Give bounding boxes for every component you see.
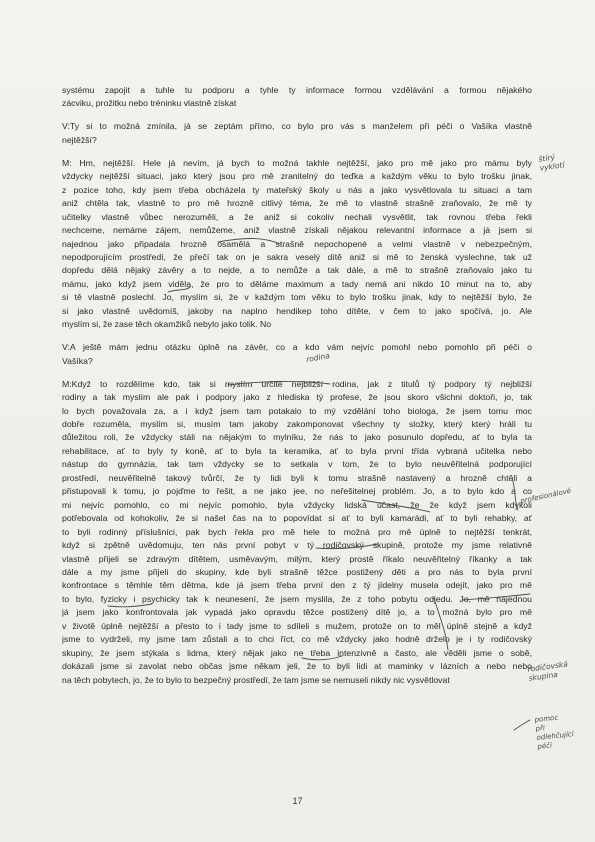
margin-note-5: pomoc při odlehčující péči (534, 713, 575, 751)
document-body (62, 84, 532, 697)
text-line: najednou jako připadala hrozně osamělá a strašně nepochopené a velmi vlastně v nebezpečným, (62, 238, 532, 249)
text-line: si jako vlastně uvědomíš, jakoby na naplno hendikep toho dítěte, v čem to jako spočívá, jo. Ale (62, 305, 532, 316)
intro-paragraph (62, 84, 532, 111)
margin-note-1: štírý vyklotí (537, 152, 566, 173)
text-line: nejtěžší? (62, 134, 97, 145)
text-line: na těch pobytech, jo, že to bylo to bezpečný prostředí, že tam jsme se nemuseli nikdy nic vysvětlovat (62, 674, 450, 685)
text-line: mámu, jako když jsem viděla, že pro to děláme maximum a tady nemá ani nikdo 10 minut na to, aby (62, 278, 532, 289)
question-2 (62, 341, 532, 368)
text-line: když si zpětně uvědomuju, ten nás první pobyt v tý rodičovský skupině, protože my jsme relativně (62, 540, 532, 551)
text-line: přistupovali k tomu, jo pojďme to řešit, a ne jako jee, no neřešitelnej problém. Jo, a to bylo kdo a co (62, 486, 532, 497)
text-line: dále a my jsme přijeli do skupiny, kde byli strašně těžce postižený děti a pro nás to byla první (62, 566, 532, 577)
text-line: potřebovala od kohokoliv, že si našel čas na to popovídat si ať to byli kamarádi, ať to byli rehabky, ať (62, 513, 532, 524)
text-line: nechceme, nemáme zájem, nemůžeme, aniž vlastně získali nějakou relevantní informace a já jsem si (62, 225, 532, 236)
text-line: mi nejvíc pomohlo, co mi nejvíc pomohlo, byla vždycky lidská účast, že že když jsem kdykoli (62, 499, 532, 510)
text-line: skupiny, že jsem stýkala s lidma, který nějak jako ne třeba intenzivně a často, ale věděli jsme o sobě, (62, 647, 532, 658)
text-line: důležitou roli, že vždycky stáli na nějakým to mylníku, že nás to jako posunulo dopředu, ať to byla ta (62, 432, 532, 443)
answer-2 (62, 378, 532, 687)
text-line: dopředu dělá nějaký závěry a to nejde, a to nemůže a tak dále, a mě to strašně zraňovalo jako tu (62, 265, 532, 276)
text-line: z pozice toho, kdy jsem třeba obcházela ty mateřský školy u nás a jako vysvětlovala tu situaci a tam (62, 184, 532, 195)
text-line: si tě vlastně poslechl. Jo, myslím si, že v každým tom věku to bylo trošku jinak, kdy to nejtěžší bylo, že (62, 292, 532, 303)
page-number: 17 (292, 796, 303, 806)
text-line: vlastně přijeli se zdravým dítětem, usměvavým, milým, který prostě říkalo neuvěřitelný říkanky a tak (62, 553, 532, 564)
text-line: rodiny a tak myslím ale pak i podpory jako z hlediska tý profese, že jsou skoro všichni doktoři, jo, tak (62, 392, 532, 403)
text-line: myslím si, že zase těch okamžiků nebylo jako tolik. No (62, 319, 272, 330)
text-line: M: Hm, nejtěžší. Hele já nevím, já bych to možná takhle nejtěžší, jako pro mě jako pro mámu byly (62, 157, 532, 168)
text-line: prostředí, neuvěřitelně takový tvůrčí, že ty lidi byli k tomu strašně nastavený a hrozně chtěli a (62, 472, 532, 483)
text-line: učitelky vlastně vůbec nerozuměli, a že aniž si cokoliv nechali vysvětlit, tak rovnou třeba řekli (62, 211, 532, 222)
text-line: lo bych považovala za, a i když jsem tam potakalo to mý vzdělání toho biologa, že jsem tomu moc (62, 405, 532, 416)
text-line: V:Ty si to možná zmínila, já se zeptám přímo, co bylo pro vás s manželem při péči o Vašíka vlastně (62, 121, 532, 132)
text-line: V:A ještě mám jednu otázku úplně na závěr, co a kdo vám nejvíc pomohl nebo pomohlo při péči o (62, 342, 532, 353)
text-line: vždycky nejtěžší situaci, jako který jsou pro mě zranitelný do teďka a každým věku to bylo trošku jinak, (62, 171, 532, 182)
text-line: zácviku, prožitku nebo tréninku vlastně získat (62, 98, 237, 109)
text-line: to byli rodinný příslušníci, pak bych řekla pro mě hele to možná pro mě úplně to nejtěžší tenkrát, (62, 526, 532, 537)
text-line: to bylo, fyzicky i psychicky tak k neunesení, že jsem myslila, že z toho pobytu odjedu. Jo, mě najednou (62, 593, 532, 604)
text-line: M:Když to rozdělíme kdo, tak si myslím určitě nejbližší rodina, jak z titulů tý podpory tý nejbližší (62, 378, 532, 389)
text-line: aniž chtěla tak, vlastně to pro mě hrozně citlivý téma, že mě to vlastně strašně zraňovalo, že mě ty (62, 198, 532, 209)
margin-note-3: profesionálové (519, 486, 572, 506)
text-line: v životě úplně nejtěžší a přesto to i tady jsme to sdíleli s mužem, protože on to měl úplně stejně a když (62, 620, 532, 631)
text-line: jsme to vydrželi, my jsme tam zůstali a to chci říct, co mě vždycky jako hodně drželo je i ty rodičovský (62, 634, 532, 645)
text-line: Vašíka? (62, 355, 93, 366)
answer-1 (62, 157, 532, 332)
text-line: rehabilitace, ať to byly ty koně, ať to byla ta keramika, ať to byla první třída vybraná učitelka nebo (62, 445, 532, 456)
text-line: dobře rozuměla, myslím si, musím tam jakoby zakomponovat všechny ty složky, který který hráli tu (62, 418, 532, 429)
margin-note-4: rodičovská skupina (526, 659, 569, 683)
text-line: nástup do gymnázia, tak tam vždycky se to setkala v tom, že to bylo neuvěřitelná podporující (62, 459, 532, 470)
question-1 (62, 120, 532, 147)
margin-note-2: rodina (305, 350, 331, 365)
text-line: systému zapojit a tuhle tu podporu a tyhle ty informace formou vzdělávání a formou nějakého (62, 85, 532, 95)
text-line: já jsem jako konfrontovala jak vypadá jako opravdu těžce postižený dítě jo, a to možná bylo pro mě (62, 607, 532, 618)
text-line: konfrontace s těmhle těm dětma, kde já jsem třeba první den z tý jídelny musela odejít, jako pro mě (62, 580, 532, 591)
text-line: dokázali jsme si zavolat nebo občas jsme někam jeli, že to byli lidi at maminky v lázních a nebo nebo (62, 661, 532, 672)
pen-arrow (514, 720, 530, 730)
text-line: nepodporujícím prostředí, že přečí tak on je sakra veselý dítě aniž si mě to ženská vyslechne, tak už (62, 251, 532, 262)
